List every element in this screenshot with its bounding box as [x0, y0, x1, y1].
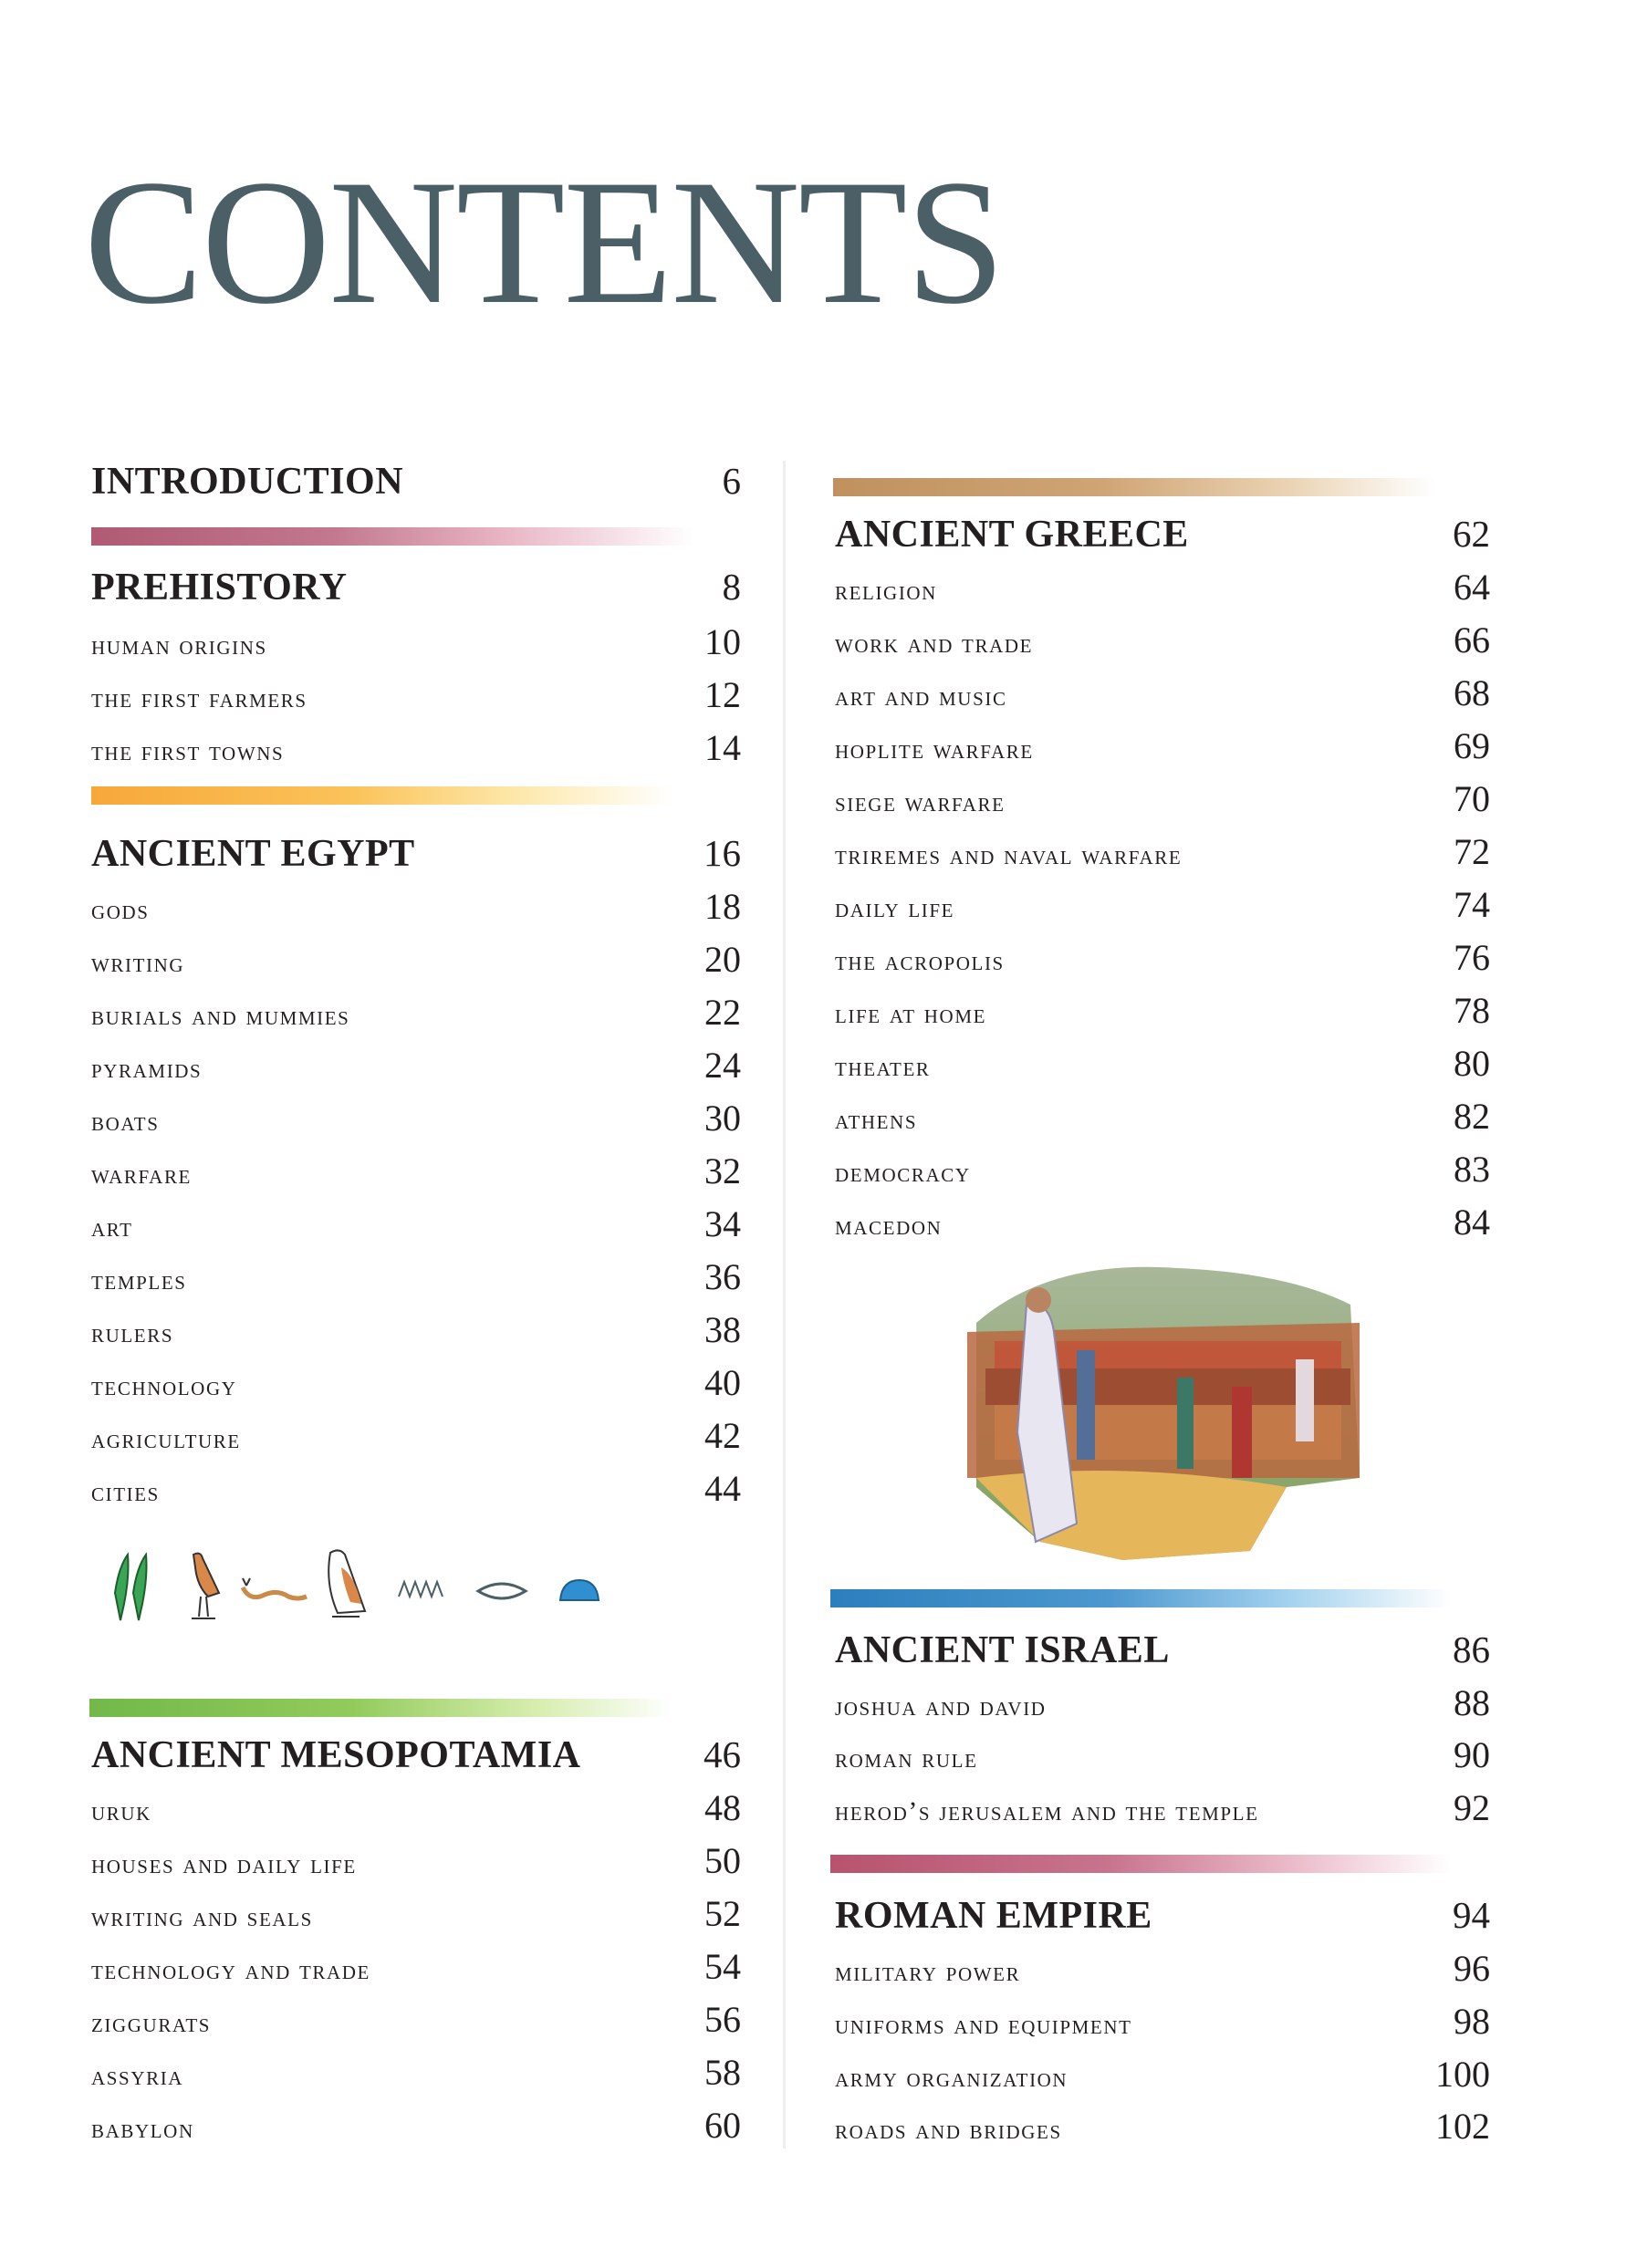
toc-entry[interactable] [91, 1202, 741, 1248]
toc-entry[interactable] [835, 2053, 1490, 2098]
entry-page: 34 [704, 1203, 741, 1244]
entry-label: INTRODUCTION [91, 461, 404, 503]
toc-entry[interactable] [835, 619, 1490, 664]
toc-entry[interactable] [835, 777, 1490, 823]
column-divider [783, 461, 786, 2148]
entry-label: roman rule [835, 1743, 978, 1774]
entry-page: 100 [1435, 2054, 1490, 2095]
entry-label: boats [91, 1107, 160, 1137]
toc-entry-introduction[interactable] [91, 459, 741, 505]
toc-entry[interactable] [91, 1945, 741, 1991]
entry-label: human origins [91, 630, 267, 661]
section-color-bar-mesopotamia [89, 1699, 673, 1717]
toc-entry[interactable] [91, 1839, 741, 1885]
toc-entry[interactable] [835, 1148, 1490, 1193]
entry-page: 88 [1454, 1682, 1490, 1723]
section-color-bar-prehistory [91, 527, 693, 546]
entry-label: technology and trade [91, 1955, 370, 1985]
entry-page: 6 [722, 460, 741, 502]
toc-entry[interactable] [91, 991, 741, 1036]
toc-entry[interactable] [835, 2000, 1490, 2045]
owl-icon [319, 1547, 374, 1624]
toc-entry[interactable] [835, 1733, 1490, 1779]
entry-page: 66 [1454, 619, 1490, 661]
entry-page: 96 [1454, 1948, 1490, 1989]
toc-entry[interactable] [835, 883, 1490, 929]
water-ripple-icon [397, 1578, 452, 1600]
entry-page: 64 [1454, 567, 1490, 608]
entry-label: athens [835, 1105, 918, 1135]
section-page: 94 [1453, 1894, 1490, 1936]
entry-page: 68 [1454, 672, 1490, 713]
section-page: 62 [1453, 513, 1490, 555]
toc-entry[interactable] [835, 1201, 1490, 1246]
entry-label: burials and mummies [91, 1001, 350, 1031]
entry-label: houses and daily life [91, 1849, 357, 1879]
entry-page: 30 [704, 1098, 741, 1139]
hieroglyph-strip [100, 1542, 730, 1633]
entry-page: 22 [704, 992, 741, 1033]
greek-assembly-illustration [940, 1250, 1369, 1578]
entry-page: 42 [704, 1415, 741, 1456]
entry-page: 14 [704, 727, 741, 768]
entry-page: 82 [1454, 1096, 1490, 1137]
entry-label: macedon [835, 1211, 943, 1241]
entry-page: 18 [704, 886, 741, 927]
entry-label: triremes and naval warfare [835, 840, 1183, 870]
entry-page: 69 [1454, 725, 1490, 766]
toc-entry[interactable] [91, 1097, 741, 1142]
entry-label: ziggurats [91, 2008, 212, 2038]
toc-entry[interactable] [835, 830, 1490, 876]
entry-page: 56 [704, 1999, 741, 2040]
toc-section-rome[interactable] [835, 1893, 1490, 1939]
toc-entry[interactable] [835, 1681, 1490, 1727]
toc-entry[interactable] [835, 1095, 1490, 1140]
section-label: ANCIENT MESOPOTAMIA [91, 1734, 581, 1776]
toc-entry[interactable] [91, 1308, 741, 1354]
entry-label: herod’s jerusalem and the temple [835, 1796, 1259, 1826]
toc-section-egypt[interactable] [91, 831, 741, 877]
entry-page: 10 [704, 621, 741, 662]
section-page: 46 [704, 1733, 741, 1775]
entry-page: 92 [1454, 1787, 1490, 1828]
entry-page: 90 [1454, 1734, 1490, 1775]
entry-label: army organization [835, 2063, 1068, 2093]
horned-viper-icon [237, 1575, 310, 1611]
section-color-bar-greece [833, 478, 1435, 496]
entry-label: warfare [91, 1160, 192, 1190]
toc-entry[interactable] [91, 620, 741, 666]
entry-label: the first farmers [91, 683, 308, 713]
entry-label: agriculture [91, 1424, 241, 1454]
toc-entry[interactable] [835, 1947, 1490, 1992]
toc-entry[interactable] [91, 1255, 741, 1301]
toc-entry[interactable] [91, 726, 741, 772]
toc-section-israel[interactable] [835, 1628, 1490, 1673]
toc-entry[interactable] [91, 1150, 741, 1195]
toc-entry[interactable] [91, 673, 741, 719]
section-label: ROMAN EMPIRE [835, 1895, 1152, 1937]
section-page: 86 [1453, 1628, 1490, 1670]
entry-page: 24 [704, 1045, 741, 1086]
entry-label: the first towns [91, 736, 285, 766]
entry-page: 74 [1454, 884, 1490, 925]
entry-page: 83 [1454, 1149, 1490, 1190]
toc-entry[interactable] [91, 1998, 741, 2044]
entry-page: 58 [704, 2052, 741, 2093]
entry-page: 44 [704, 1468, 741, 1509]
toc-entry[interactable] [835, 1042, 1490, 1087]
toc-entry[interactable] [91, 1786, 741, 1832]
entry-label: uniforms and equipment [835, 2010, 1132, 2040]
entry-page: 54 [704, 1946, 741, 1987]
section-label: ANCIENT GREECE [835, 514, 1189, 556]
entry-page: 70 [1454, 778, 1490, 819]
entry-page: 38 [704, 1309, 741, 1350]
entry-page: 50 [704, 1840, 741, 1881]
entry-page: 72 [1454, 831, 1490, 872]
entry-label: democracy [835, 1158, 971, 1188]
section-label: PREHISTORY [91, 567, 348, 609]
toc-entry[interactable] [91, 938, 741, 983]
toc-entry[interactable] [91, 2104, 741, 2149]
section-label: ANCIENT ISRAEL [835, 1629, 1170, 1671]
entry-label: art and music [835, 681, 1007, 712]
entry-page: 40 [704, 1362, 741, 1403]
entry-label: writing and seals [91, 1902, 313, 1932]
entry-page: 80 [1454, 1043, 1490, 1084]
entry-label: gods [91, 895, 150, 925]
section-color-bar-egypt [91, 786, 675, 805]
toc-entry[interactable] [835, 724, 1490, 770]
entry-label: hoplite warfare [835, 734, 1034, 765]
page-title: CONTENTS [84, 143, 1004, 341]
toc-entry[interactable] [835, 989, 1490, 1035]
entry-page: 48 [704, 1787, 741, 1828]
entry-page: 32 [704, 1150, 741, 1191]
toc-entry[interactable] [91, 1892, 741, 1938]
toc-section-greece[interactable] [835, 512, 1490, 557]
toc-entry[interactable] [91, 1044, 741, 1089]
reed-leaves-icon [111, 1549, 157, 1622]
entry-page: 84 [1454, 1202, 1490, 1243]
entry-page: 102 [1435, 2106, 1490, 2147]
toc-entry[interactable] [835, 566, 1490, 611]
toc-entry[interactable] [91, 1467, 741, 1513]
entry-page: 12 [704, 674, 741, 715]
entry-label: siege warfare [835, 787, 1006, 817]
bread-loaf-icon [557, 1576, 602, 1604]
entry-label: the acropolis [835, 946, 1005, 976]
entry-label: work and trade [835, 629, 1034, 659]
section-page: 16 [704, 832, 741, 874]
entry-label: rulers [91, 1318, 174, 1348]
entry-label: assyria [91, 2061, 184, 2091]
entry-page: 60 [704, 2105, 741, 2146]
toc-entry[interactable] [91, 885, 741, 931]
entry-page: 52 [704, 1893, 741, 1934]
toc-entry[interactable] [91, 1361, 741, 1407]
entry-page: 36 [704, 1256, 741, 1297]
entry-label: babylon [91, 2114, 194, 2144]
entry-label: temples [91, 1265, 187, 1295]
entry-label: roads and bridges [835, 2115, 1062, 2145]
entry-label: religion [835, 576, 937, 606]
section-color-bar-rome [830, 1855, 1451, 1873]
toc-section-mesopotamia[interactable] [91, 1732, 741, 1778]
toc-entry[interactable] [835, 671, 1490, 717]
entry-page: 20 [704, 939, 741, 980]
entry-page: 78 [1454, 990, 1490, 1031]
toc-entry[interactable] [835, 2105, 1490, 2150]
section-label: ANCIENT EGYPT [91, 833, 415, 875]
entry-page: 98 [1454, 2001, 1490, 2042]
mouth-icon [474, 1578, 529, 1604]
toc-section-prehistory[interactable] [91, 565, 741, 610]
entry-label: technology [91, 1371, 237, 1401]
toc-entry[interactable] [835, 936, 1490, 982]
entry-label: joshua and david [835, 1691, 1047, 1722]
toc-entry[interactable] [91, 1414, 741, 1460]
entry-label: cities [91, 1477, 160, 1507]
entry-label: daily life [835, 893, 955, 923]
section-page: 8 [722, 566, 741, 608]
entry-label: theater [835, 1052, 931, 1082]
vulture-icon [182, 1549, 228, 1622]
entry-label: life at home [835, 999, 987, 1029]
toc-entry[interactable] [91, 2051, 741, 2096]
entry-label: writing [91, 948, 185, 978]
entry-label: uruk [91, 1796, 151, 1826]
entry-label: pyramids [91, 1054, 203, 1084]
toc-entry[interactable] [835, 1786, 1490, 1832]
entry-label: art [91, 1212, 133, 1243]
entry-page: 76 [1454, 937, 1490, 978]
section-color-bar-israel [830, 1589, 1451, 1607]
entry-label: military power [835, 1957, 1021, 1987]
